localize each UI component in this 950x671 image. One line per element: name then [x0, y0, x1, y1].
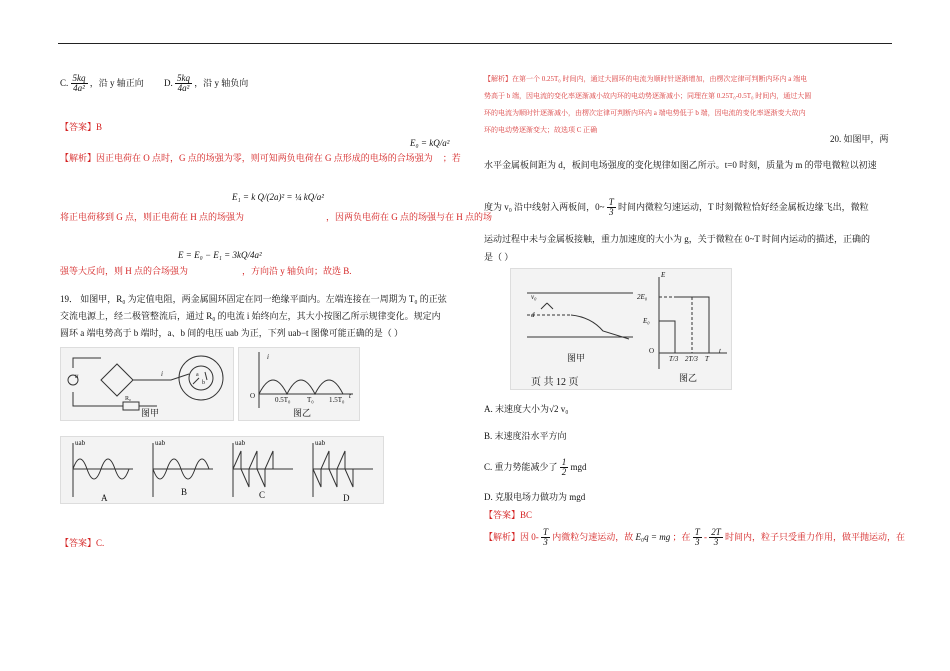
label-d: d — [531, 311, 535, 319]
tick-t: T — [705, 355, 709, 363]
svg-text:u: u — [75, 372, 79, 380]
formula-e0: E₀ = kQ/a² — [410, 138, 450, 148]
q19-analysis-line2: 势高于 b 端，因电流的变化率逐渐减小故内环的电动势逐渐减小；同理在第 0.25T₀-0.5T₀ 时间内，通过大圆 — [484, 92, 812, 100]
option-c-20: C. 重力势能减少了 $\frac{1}{2}$ mgd — [484, 457, 587, 478]
formula-e: E = E₀ − E₁ = 3kQ/4a² — [178, 250, 262, 260]
header-rule — [58, 43, 892, 44]
q18-answer: 【答案】B — [60, 122, 103, 132]
formula-e1: E₁ = k Q/(2a)² = ¼ kQ/a² — [232, 192, 324, 202]
label-v0: v₀ — [531, 293, 537, 301]
option-d-20: D. 克服电场力做功为 mgd — [484, 492, 586, 502]
q20-figure — [510, 268, 732, 390]
q19-line1: 19． 如图甲，R₀ 为定值电阻，两金属圆环固定在同一绝缘平面内。左端连接在一周期为 T₀ 的正弦 — [60, 294, 447, 304]
q19-analysis-line3: 环的电流为顺时针逐渐减小，由楞次定律可判断内环内 a 端电势低于 b 端，因电流的变化率逐渐变大故内 — [484, 109, 806, 117]
option-c-label: C — [259, 490, 266, 500]
tick-t3: T/3 — [669, 355, 679, 363]
q19-answer: 【答案】C. — [60, 538, 105, 548]
axis-uab-b: uab — [155, 439, 166, 447]
q19-line3: 圆环 a 端电势高于 b 端时，a、b 间的电压 uab 为正，下列 uab−t 图像可能正确的是（ ） — [60, 328, 404, 338]
q20-analysis: 【解析】因 0- $\frac{T}{3}$ 内微粒匀速运动，故 E₀q = mg ；在 $\frac{T}{3}$ - $\frac{2T}{3}$ 时间内，粒子只受重力作用，做平抛运动，在 — [484, 527, 906, 548]
option-b-label: B — [181, 487, 188, 497]
svg-text:b: b — [202, 380, 205, 386]
fig-jia-label-20: 图甲 — [567, 353, 586, 363]
label-o: O — [649, 347, 655, 355]
axis-uab-d: uab — [315, 439, 326, 447]
axis-e-label: E — [661, 271, 666, 279]
q20-line3: 运动过程中未与金属板接触，重力加速度的大小为 g，关于微粒在 0~T 时间内运动的描述，正确的 — [484, 234, 870, 244]
axis-uab-a: uab — [75, 439, 86, 447]
option-b: B. 末速度沿水平方向 — [484, 431, 567, 441]
q19-analysis-line4: 环的电动势逐渐变大；故选项 C 正确 — [484, 126, 598, 134]
q19-analysis-line1: 【解析】在第一个 0.25T₀ 时间内，通过大圆环的电流为顺时针逐渐增加，由楞次定律可判断内环内 a 端电 — [484, 75, 808, 83]
axis-t-label-20: t — [719, 347, 721, 355]
tick-2t3: 2T/3 — [685, 355, 698, 363]
q20-answer: 【答案】BC — [484, 510, 533, 520]
option-a-label: A — [101, 493, 108, 503]
tick-t0: T₀ — [307, 396, 314, 404]
origin-label: O — [250, 392, 256, 400]
tick-05t0: 0.5T₀ — [275, 396, 291, 404]
q19-option-graphs — [60, 436, 384, 504]
axis-uab-c: uab — [235, 439, 246, 447]
q19-figure-jia — [60, 347, 234, 421]
fig-jia-label: 图甲 — [141, 408, 160, 418]
option-d: D. $\frac{5kq}{\text{4a²}}$ ，沿 y 轴负向 — [164, 73, 249, 94]
q20-line1: 水平金属板间距为 d，板间电场强度的变化规律如图乙所示。t=0 时刻，质量为 m 的带电微粒以初速 — [484, 160, 877, 170]
axis-t-label: t — [349, 392, 351, 400]
label-2e0: 2E₀ — [637, 293, 648, 301]
q19-line2: 交流电源上，经二极管整流后，通过 R₀ 的电流 i 始终向左，其大小按图乙所示规律变化。规定内 — [60, 311, 441, 321]
q19-figure-yi — [238, 347, 360, 421]
svg-text:i: i — [161, 370, 163, 378]
q20-head: 20. 如图甲，两 — [830, 134, 889, 144]
svg-text:a: a — [196, 372, 199, 378]
q18-analysis-line2: 将正电荷移到 G 点，则正电荷在 H 点的场强为 ，因两负电荷在 G 点的场强与在 H 点的场 — [60, 212, 493, 222]
label-e0: E₀ — [643, 317, 650, 325]
q18-analysis-line3: 强等大反向，则 H 点的合场强为 ，方向沿 y 轴负向；故选 B. — [60, 266, 352, 276]
fig-yi-label: 图乙 — [293, 408, 312, 418]
tick-15t0: 1.5T₀ — [329, 396, 345, 404]
fig-yi-label-20: 图乙 — [679, 373, 698, 383]
option-c: C. $\frac{5kq}{\text{4a²}}$ ，沿 y 轴正向 — [60, 73, 144, 94]
q20-line4: 是（ ） — [484, 252, 514, 262]
q18-analysis-line1: 【解析】因正电荷在 O 点时，G 点的场强为零，则可知两负电荷在 G 点形成的电场的合场强为 ；若 — [60, 153, 461, 163]
option-a: A. 末速度大小为√2 v₀ — [484, 404, 569, 414]
q20-line2: 度为 v₀ 沿中线射入两板间，0~ $\frac{T}{3}$ 时间内微粒匀速运动，T 时刻微粒恰好经金属板边缘飞出，微粒 — [484, 197, 869, 218]
option-d-label: D — [343, 493, 350, 503]
svg-text:R₀: R₀ — [125, 396, 132, 402]
scan-page-text: 页 共 12 页 — [531, 377, 579, 388]
axis-i-label: i — [267, 353, 269, 361]
